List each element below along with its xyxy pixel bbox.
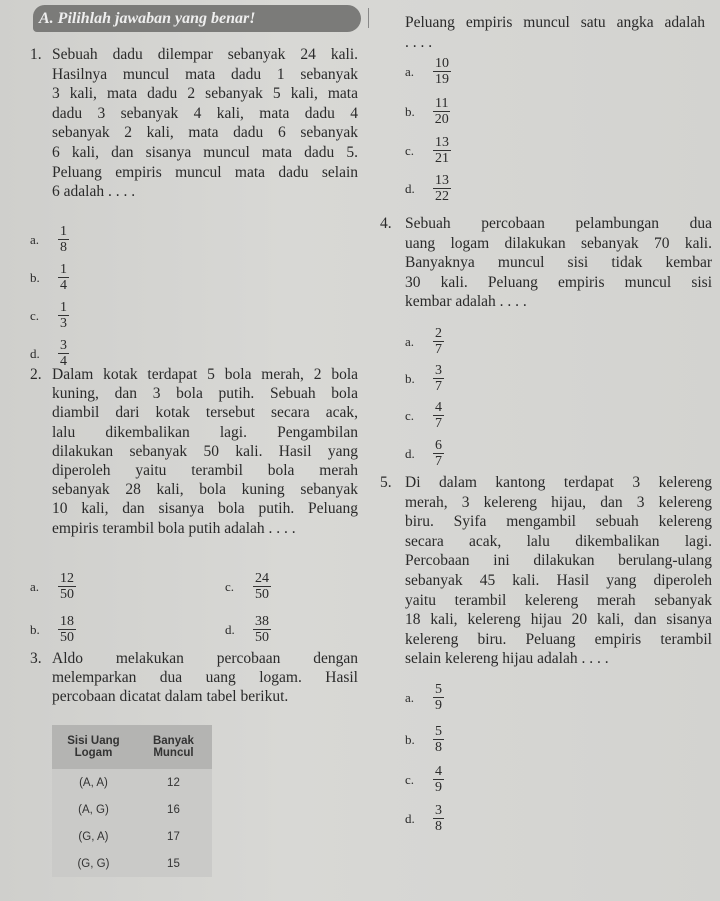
- numerator: 24: [255, 571, 269, 586]
- question-text-line: 3 kali, mata dadu 2 sebanyak 5 kali, mata: [52, 85, 358, 103]
- question-number: 1.: [30, 46, 42, 63]
- denominator: 4: [60, 278, 67, 293]
- denominator: 22: [435, 189, 449, 204]
- question-text-line: yaitu terambil kelereng merah sebanyak: [405, 591, 712, 609]
- numerator: 4: [435, 764, 442, 779]
- question-text-line: sebanyak 45 kali. Hasil yang diperoleh: [405, 572, 712, 589]
- question-text-line: . . . .: [405, 34, 433, 51]
- question-text-line: sebanyak 28 kali, bola kuning sebanyak: [52, 481, 358, 499]
- fraction: [433, 363, 444, 394]
- option-label: a.: [405, 333, 415, 349]
- option-label: a.: [405, 689, 415, 705]
- numerator: 1: [60, 300, 67, 315]
- answer-option[interactable]: [405, 400, 444, 431]
- numerator: 11: [435, 96, 449, 111]
- fraction: [58, 338, 69, 369]
- fraction: [253, 571, 271, 602]
- table-cell: 16: [167, 803, 180, 816]
- numerator: 3: [60, 338, 67, 353]
- option-label: b.: [30, 621, 40, 637]
- question-text-line: uang logam dilakukan sebanyak 70 kali.: [405, 234, 712, 252]
- fraction: [58, 571, 76, 602]
- answer-option[interactable]: [405, 96, 450, 127]
- answer-option[interactable]: [405, 438, 444, 469]
- answer-option[interactable]: [405, 135, 451, 166]
- question-text-line: 6 adalah . . . .: [52, 183, 136, 201]
- denominator: 7: [435, 342, 442, 357]
- table-cell: (A, A): [79, 776, 108, 789]
- answer-option[interactable]: [30, 224, 69, 255]
- answer-option[interactable]: [225, 614, 271, 645]
- denominator: 7: [435, 416, 442, 431]
- fraction: [433, 803, 444, 834]
- question-text-line: secara acak, lalu dikembalikan lagi.: [405, 532, 712, 550]
- option-label: d.: [30, 345, 40, 361]
- question-text-line: Banyaknya muncul sisi tidak kembar: [405, 254, 712, 271]
- table-row: [52, 850, 212, 877]
- numerator: 5: [435, 682, 442, 697]
- answer-option[interactable]: [225, 571, 271, 602]
- denominator: 50: [60, 630, 74, 645]
- numerator: 5: [435, 724, 442, 739]
- question-text-line: 10 kali, dan sisanya bola putih. Peluang: [52, 500, 358, 518]
- answer-option[interactable]: [405, 803, 444, 834]
- option-label: b.: [405, 103, 415, 119]
- question-text-line: diperoleh yaitu terambil bola merah: [52, 462, 358, 479]
- option-label: d.: [405, 180, 415, 196]
- denominator: 9: [435, 780, 442, 795]
- option-label: c.: [405, 407, 415, 423]
- numerator: 18: [60, 614, 74, 629]
- question-text-line: empiris terambil bola putih adalah . . . .: [52, 519, 296, 537]
- table-row: [52, 769, 212, 796]
- question-text-line: 6 kali, dan sisanya muncul mata dadu 5.: [52, 144, 358, 161]
- numerator: 6: [435, 438, 442, 453]
- answer-option[interactable]: [405, 724, 444, 755]
- table-cell: (G, A): [78, 830, 109, 843]
- fraction: [58, 614, 76, 645]
- fraction: [58, 224, 69, 255]
- option-label: a.: [30, 231, 40, 247]
- numerator: 3: [435, 803, 442, 818]
- option-label: c.: [405, 771, 415, 787]
- question-text-line: selain kelereng hijau adalah . . . .: [405, 650, 609, 668]
- numerator: 2: [435, 326, 442, 341]
- option-label: d.: [405, 445, 415, 461]
- denominator: 50: [60, 587, 74, 602]
- question-text-line: Hasilnya muncul mata dadu 1 sebanyak: [52, 65, 358, 83]
- fraction: [58, 262, 69, 293]
- table-row: [52, 823, 212, 850]
- table-cell: 15: [167, 857, 180, 870]
- option-label: c.: [405, 142, 415, 158]
- fraction: [433, 724, 444, 755]
- question-text-line: kuning, dan 3 bola putih. Sebuah bola: [52, 385, 358, 403]
- answer-option[interactable]: [405, 326, 444, 357]
- option-label: a.: [405, 63, 415, 79]
- answer-option[interactable]: [405, 764, 444, 795]
- question-number: 4.: [380, 215, 392, 232]
- denominator: 50: [255, 587, 269, 602]
- question-text-line: Sebuah percobaan pelambungan dua: [405, 215, 712, 232]
- numerator: 1: [60, 262, 67, 277]
- denominator: 50: [255, 630, 269, 645]
- question-text-line: Peluang empiris muncul satu angka adalah: [405, 14, 705, 31]
- question-number: 5.: [380, 474, 392, 491]
- question-text-line: merah, 3 kelereng hijau, dan 3 kelereng: [405, 493, 712, 511]
- question-text-line: melemparkan dua uang logam. Hasil: [52, 669, 358, 686]
- denominator: 21: [435, 151, 449, 166]
- question-text-line: 30 kali. Peluang empiris muncul sisi: [405, 273, 712, 291]
- question-text-line: kelereng biru. Peluang empiris terambil: [405, 630, 712, 648]
- question-text-line: kembar adalah . . . .: [405, 293, 527, 310]
- option-label: b.: [405, 370, 415, 386]
- option-label: c.: [30, 307, 40, 323]
- numerator: 10: [435, 56, 449, 71]
- numerator: 12: [60, 571, 74, 586]
- question-text-line: Sebuah dadu dilempar sebanyak 24 kali.: [52, 46, 358, 63]
- answer-option[interactable]: [405, 363, 444, 394]
- denominator: 9: [435, 698, 442, 713]
- denominator: 8: [435, 819, 442, 834]
- question-text-line: Aldo melakukan percobaan dengan: [52, 650, 358, 667]
- fraction: [433, 96, 450, 127]
- question-text-line: percobaan dicatat dalam tabel berikut.: [52, 688, 289, 705]
- answer-option[interactable]: [30, 338, 69, 369]
- section-header: A. Pilihlah jawaban yang benar!: [33, 5, 361, 32]
- option-label: b.: [405, 731, 415, 747]
- denominator: 8: [60, 240, 67, 255]
- fraction: [433, 438, 444, 469]
- answer-option[interactable]: [405, 173, 451, 204]
- option-label: c.: [225, 578, 235, 594]
- table-header: Banyak Muncul: [135, 725, 212, 769]
- question-text-line: sebanyak 2 kali, mata dadu 6 sebanyak: [52, 124, 358, 142]
- question-text-line: biru. Syifa mengambil sebuah kelereng: [405, 513, 712, 531]
- answer-option[interactable]: [30, 262, 69, 293]
- answer-option[interactable]: [405, 56, 451, 87]
- column-divider: [368, 8, 369, 28]
- denominator: 19: [435, 72, 449, 87]
- numerator: 3: [435, 363, 442, 378]
- denominator: 7: [435, 454, 442, 469]
- numerator: 1: [60, 224, 67, 239]
- denominator: 4: [60, 354, 67, 369]
- question-text-line: lalu dikembalikan lagi. Pengambilan: [52, 423, 358, 441]
- fraction: [433, 764, 444, 795]
- question-number: 3.: [30, 650, 42, 667]
- question-text-line: Peluang empiris muncul mata dadu selain: [52, 163, 358, 181]
- question-text-line: diambil dari kotak tersebut secara acak,: [52, 404, 358, 422]
- numerator: 13: [435, 135, 449, 150]
- fraction: [58, 300, 69, 331]
- question-text-line: 18 kali, kelereng hijau 20 kali, dan sisanya: [405, 611, 712, 629]
- fraction: [433, 173, 451, 204]
- numerator: 4: [435, 400, 442, 415]
- option-label: d.: [225, 621, 235, 637]
- question-text-line: dilakukan sebanyak 50 kali. Hasil yang: [52, 442, 358, 460]
- option-label: b.: [30, 269, 40, 285]
- table-header: Sisi Uang Logam: [52, 725, 135, 769]
- table-cell: (G, G): [77, 857, 110, 870]
- fraction: [433, 400, 444, 431]
- question-text-line: Di dalam kantong terdapat 3 kelereng: [405, 474, 712, 491]
- answer-option[interactable]: [30, 614, 76, 645]
- question-text-line: dadu 3 sebanyak 4 kali, mata dadu 4: [52, 104, 358, 122]
- table-cell: 17: [167, 830, 180, 843]
- table-row: [52, 796, 212, 823]
- denominator: 7: [435, 379, 442, 394]
- question-number: 2.: [30, 366, 42, 383]
- denominator: 20: [434, 112, 449, 127]
- denominator: 8: [435, 740, 442, 755]
- fraction: [433, 682, 444, 713]
- fraction: [433, 135, 451, 166]
- denominator: 3: [60, 316, 67, 331]
- fraction: [253, 614, 271, 645]
- option-label: d.: [405, 810, 415, 826]
- coin-results-table: [52, 725, 212, 877]
- numerator: 38: [255, 614, 269, 629]
- fraction: [433, 326, 444, 357]
- question-text-line: Percobaan ini dilakukan berulang-ulang: [405, 552, 712, 570]
- table-cell: 12: [167, 776, 180, 789]
- answer-option[interactable]: [30, 571, 76, 602]
- numerator: 13: [435, 173, 449, 188]
- fraction: [433, 56, 451, 87]
- question-text-line: Dalam kotak terdapat 5 bola merah, 2 bola: [52, 366, 358, 383]
- table-cell: (A, G): [78, 803, 109, 816]
- option-label: a.: [30, 578, 40, 594]
- answer-option[interactable]: [30, 300, 69, 331]
- answer-option[interactable]: [405, 682, 444, 713]
